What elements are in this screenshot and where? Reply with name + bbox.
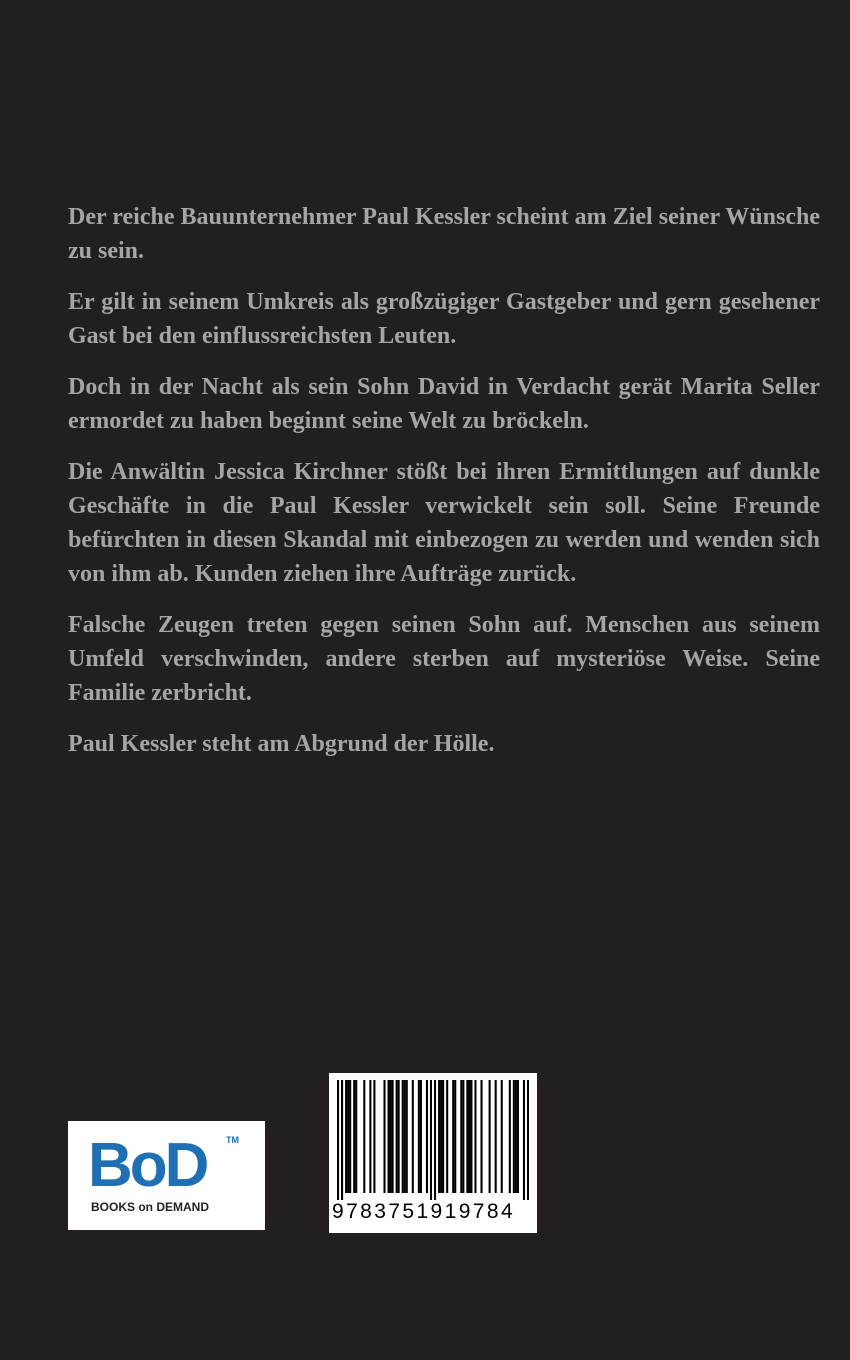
barcode-bar [513,1080,515,1193]
barcode-bar [434,1080,436,1200]
barcode-bar [369,1080,371,1193]
barcode-bar [347,1080,349,1193]
barcode-bar [489,1080,491,1193]
barcode-bar [466,1080,468,1193]
blurb-paragraph: Falsche Zeugen treten gegen seinen Sohn auf. Menschen aus seinem Umfeld verschwinden, andere sterben auf mysteriöse Weise. Seine Familie zerbricht. [68,612,820,706]
barcode-bar [523,1080,525,1200]
barcode-bar [468,1080,470,1193]
barcode-bar [509,1080,511,1193]
barcode-bar [337,1080,339,1200]
barcode-bar [515,1080,517,1193]
barcode-bar [517,1080,519,1193]
barcode-bar [341,1080,343,1200]
trademark-symbol: TM [226,1135,239,1145]
barcode-bar [392,1080,394,1193]
barcode-bar [402,1080,404,1193]
barcode-bar [349,1080,351,1193]
barcode-bar [527,1080,529,1200]
publisher-logo-mark: BoD [88,1131,207,1200]
barcode-bar [460,1080,462,1193]
barcode-bar [398,1080,400,1193]
barcode-bar [462,1080,464,1193]
blurb-paragraph: Der reiche Bauunternehmer Paul Kessler scheint am Ziel seiner Wünsche zu sein. [68,204,820,264]
blurb-paragraph: Die Anwältin Jessica Kirchner stößt bei ihren Ermittlungen auf dunkle Geschäfte in die Paul Kessler verwickelt sein soll. Seine Freunde befürchten in diesen Skandal mit einbezogen zu werden und wenden sich von ihm ab. Kunden ziehen ihre Aufträge zurück. [68,459,820,587]
barcode-bars [337,1080,529,1200]
barcode-bar [345,1080,347,1193]
barcode-bar [501,1080,503,1193]
barcode-bar [363,1080,365,1193]
barcode-bar [454,1080,456,1193]
barcode-bar [390,1080,392,1193]
isbn-barcode [329,1073,537,1233]
isbn-number: 9783751919784 [332,1200,516,1223]
barcode-bar [452,1080,454,1193]
barcode-bar [420,1080,422,1193]
barcode-bar [383,1080,385,1193]
barcode-bar [480,1080,482,1193]
barcode-bar [373,1080,375,1193]
barcode-bar [440,1080,442,1193]
barcode-bar [396,1080,398,1193]
barcode-bar [353,1080,355,1193]
barcode-bar [418,1080,420,1193]
publisher-tagline: BOOKS on DEMAND [91,1200,209,1214]
barcode-bar [355,1080,357,1193]
publisher-logo [68,1121,265,1230]
blurb-paragraph: Er gilt in seinem Umkreis als großzügiger Gastgeber und gern gesehener Gast bei den einflussreichsten Leuten. [68,289,820,349]
barcode-bar [442,1080,444,1193]
barcode-bar [438,1080,440,1193]
barcode-bar [426,1080,428,1193]
barcode-bar [470,1080,472,1193]
barcode-bar [406,1080,408,1193]
blurb-paragraph: Paul Kessler steht am Abgrund der Hölle. [68,731,495,757]
barcode-bar [430,1080,432,1200]
barcode-bar [446,1080,448,1193]
barcode-bar [495,1080,497,1193]
barcode-bar [388,1080,390,1193]
barcode-bar [404,1080,406,1193]
blurb-text [68,200,820,778]
barcode-bar [474,1080,476,1193]
blurb-paragraph: Doch in der Nacht als sein Sohn David in Verdacht gerät Marita Seller ermordet zu haben beginnt seine Welt zu bröckeln. [68,374,820,434]
barcode-bar [412,1080,414,1193]
